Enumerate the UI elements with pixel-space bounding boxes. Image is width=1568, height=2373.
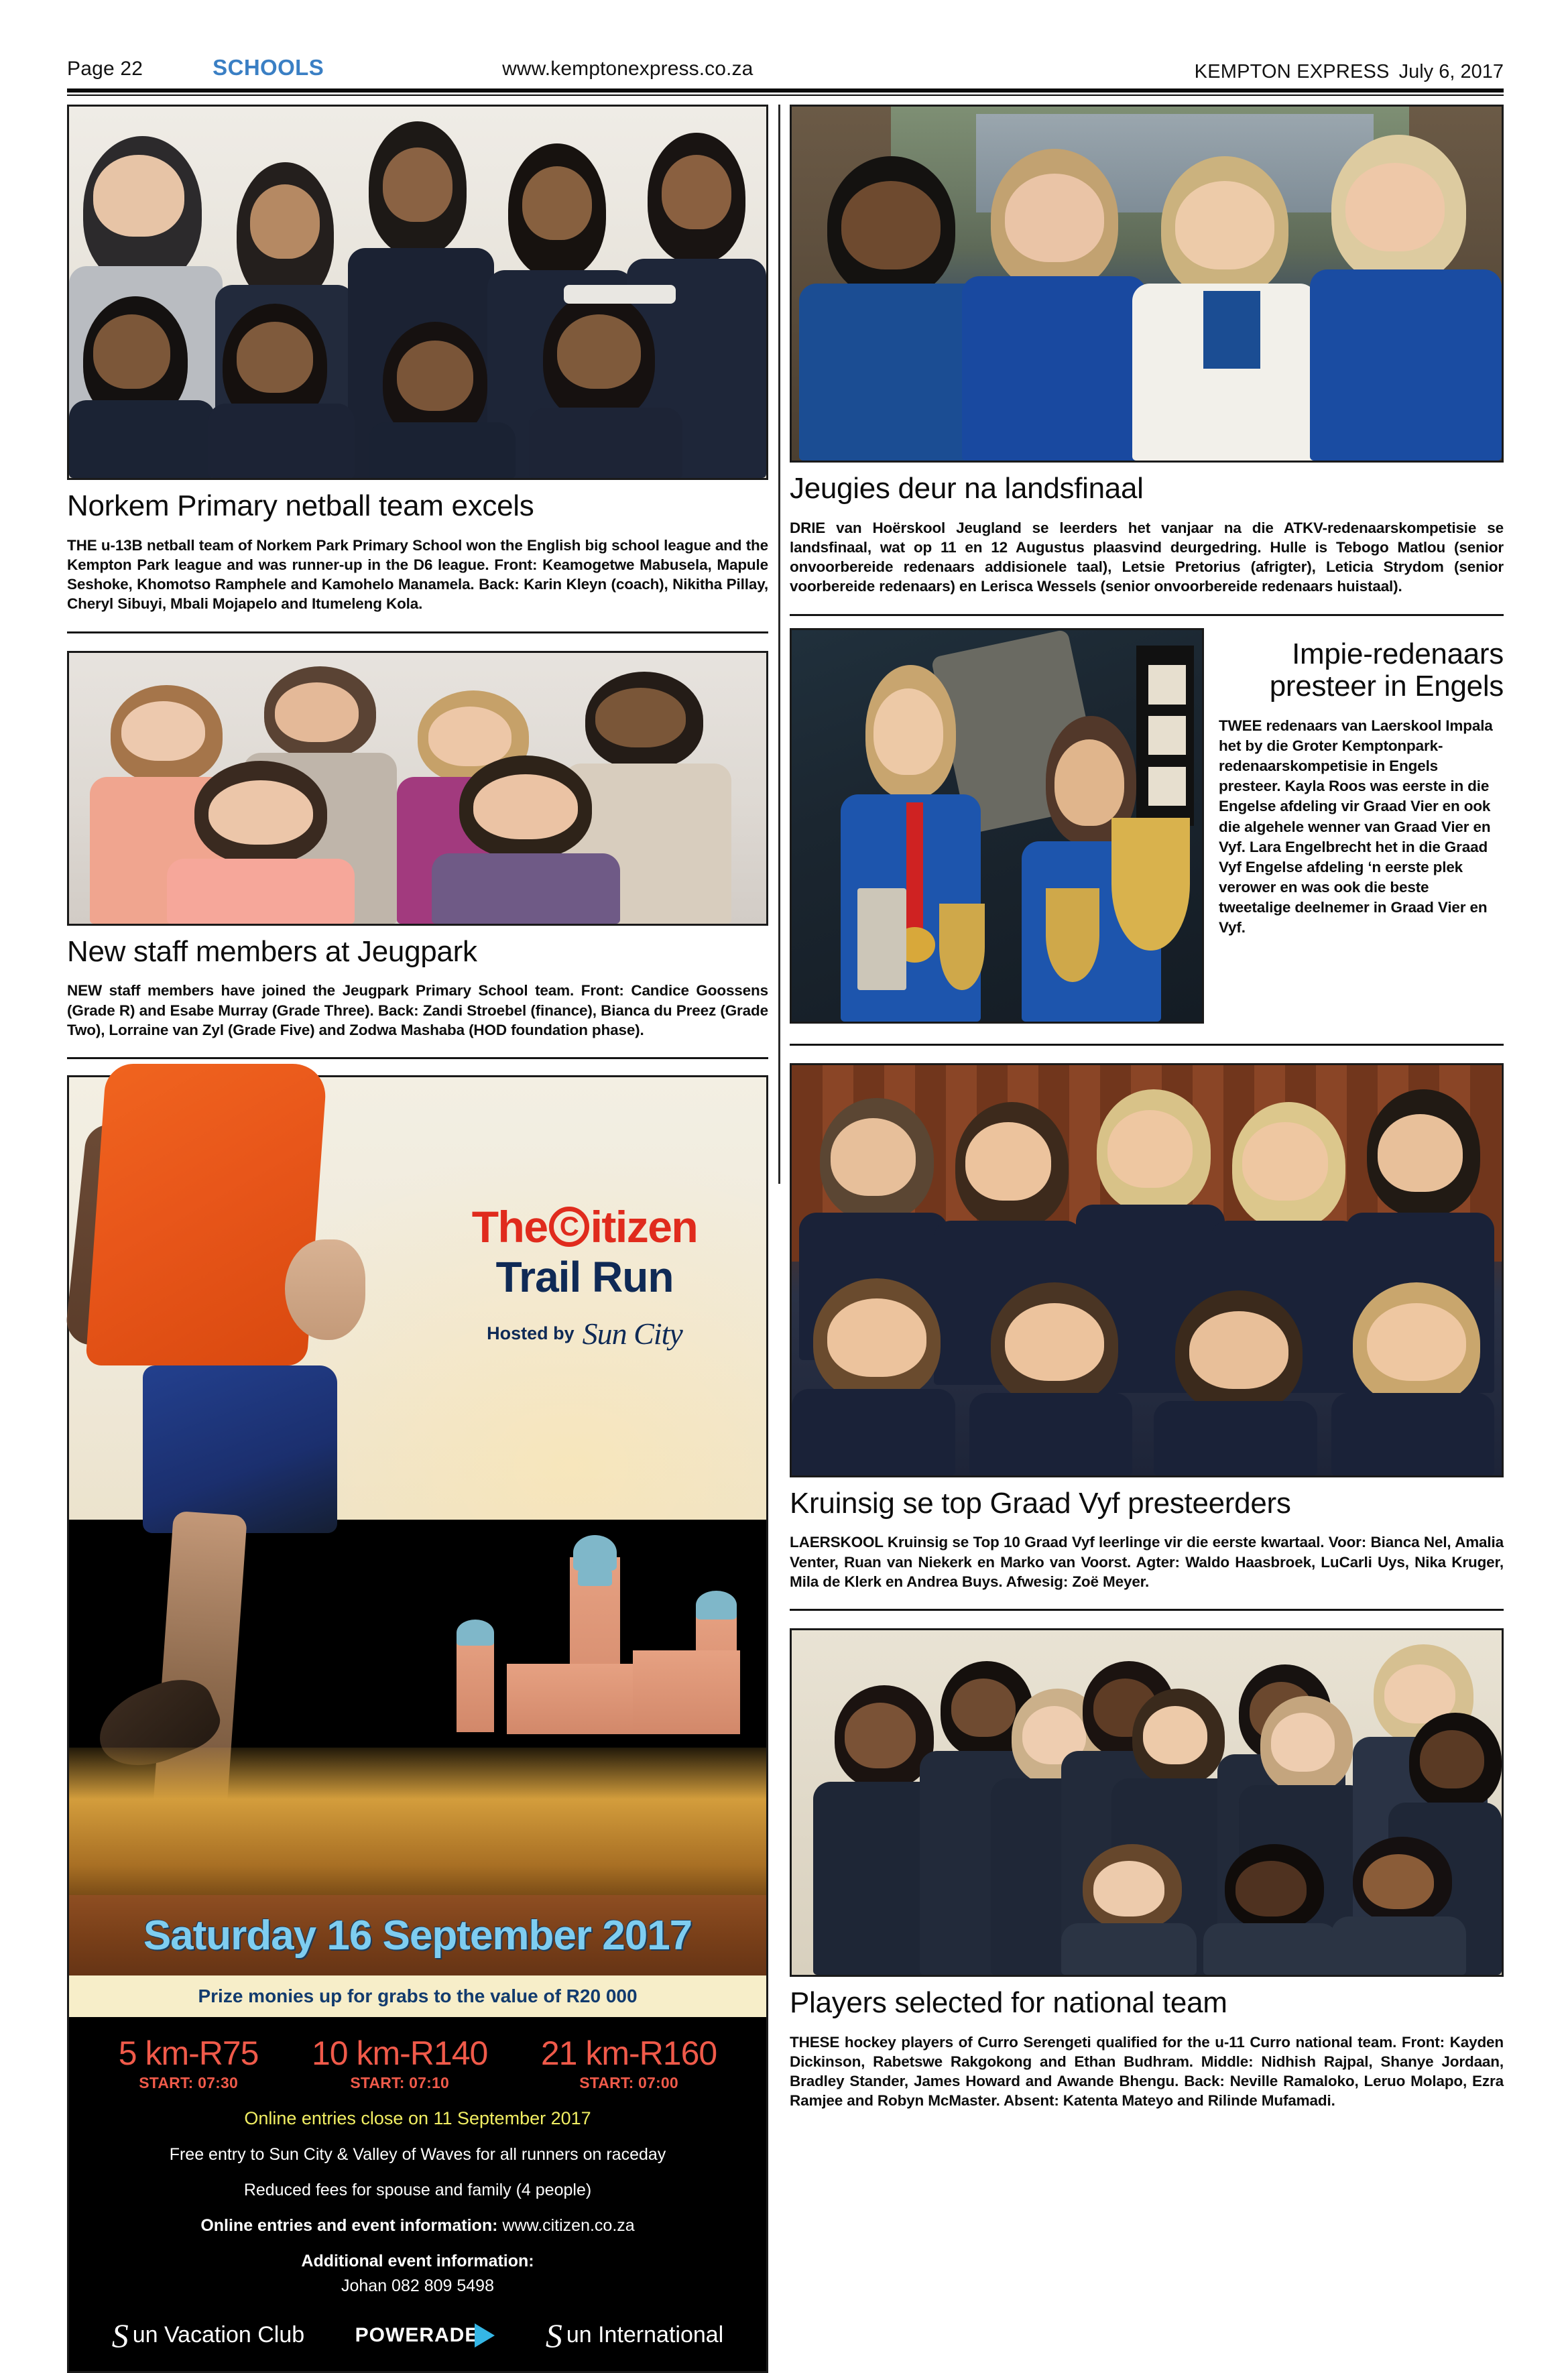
ad-logo-block	[427, 1202, 742, 1351]
masthead-rule-thin	[67, 95, 1504, 96]
ad-scenery	[69, 1520, 766, 1895]
article-jeugpark	[67, 651, 768, 1040]
sponsor-logos-row	[69, 2316, 766, 2356]
sun-swash-icon: S	[111, 2316, 129, 2354]
photo-jeugpark-staff	[67, 651, 768, 926]
article-hockey	[790, 1628, 1504, 2111]
photo-jeugland-speakers	[790, 105, 1504, 463]
start-time-5km: START: 07:30	[139, 2073, 238, 2091]
photo-impala-speakers	[790, 628, 1204, 1024]
masthead-rule-thick	[67, 88, 1504, 93]
start-time-21km: START: 07:00	[579, 2073, 678, 2091]
publication-name: KEMPTON EXPRESS	[1194, 61, 1390, 82]
citizen-website-link[interactable]: www.citizen.co.za	[502, 2215, 635, 2235]
ad-hero	[69, 1077, 766, 1520]
distance-option-5km[interactable]	[119, 2036, 259, 2092]
additional-info-label: Additional event information:	[301, 2251, 534, 2270]
body-impala: TWEE redenaars van Laerskool Impala het by die Groter Kemptonpark-redenaarskompetisie in Engels presteer. Kayla Roos was eerste in die Engelse afdeling vir Graad Vier en ook die algehele wenner van Graad Vier en Vyf. Lara Engelbrecht het in die Graad Vyf Engelse afdeling ‘n eerste plek verower en was ook die beste tweetalige deelnemer in Graad Vier en Vyf.	[1219, 717, 1493, 936]
article-kruinsig	[790, 1063, 1504, 1591]
free-entry-text: Free entry to Sun City & Valley of Waves for all runners on raceday	[169, 2144, 666, 2164]
entries-close-text: Online entries close on 11 September 2017	[244, 2108, 591, 2128]
reduced-fees-text: Reduced fees for spouse and family (4 people)	[243, 2180, 592, 2199]
article-separator-5	[790, 1609, 1504, 1611]
citizen-itizen: itizen	[590, 1202, 698, 1252]
online-entries-label: Online entries and event information:	[200, 2215, 498, 2235]
powerade-arrow-icon	[475, 2323, 495, 2348]
distance-label-5km: 5 km-R75	[118, 2034, 259, 2072]
photo-netball-team	[67, 105, 768, 480]
article-separator-1	[67, 631, 768, 633]
article-separator-2	[67, 1057, 768, 1059]
article-impala	[790, 628, 1504, 1024]
powerade-text: POWERADE	[355, 2323, 479, 2346]
headline-jeugpark: New staff members at Jeugpark	[67, 934, 477, 968]
sun-city-logo: Sun City	[582, 1317, 682, 1351]
page-number: Page 22	[67, 58, 143, 80]
impala-photo-wrap	[790, 628, 1204, 1024]
sun-international-text: un International	[566, 2322, 724, 2348]
masthead	[67, 55, 1504, 83]
article-jeugland	[790, 105, 1504, 597]
sun-vacation-club-logo	[111, 2316, 305, 2354]
runner-shorts-shape	[143, 1365, 337, 1533]
article-separator-3	[790, 614, 1504, 616]
advertisement-citizen-trail-run[interactable]	[67, 1075, 768, 2373]
distance-price-row	[69, 2028, 766, 2092]
headline-netball: Norkem Primary netball team excels	[67, 489, 534, 522]
headline-impala-line2: presteer in Engels	[1269, 670, 1504, 703]
sun-swash-icon-2: S	[545, 2316, 562, 2354]
headline-kruinsig: Kruinsig se top Graad Vyf presteerders	[790, 1486, 1291, 1520]
photo-hockey-team	[790, 1628, 1504, 1977]
publication-date: July 6, 2017	[1398, 61, 1504, 82]
sun-city-castle-illustration	[431, 1540, 746, 1761]
event-date: Saturday 16 September 2017	[143, 1912, 692, 1959]
grass-foreground	[69, 1748, 766, 1895]
ad-date-banner	[69, 1895, 766, 1975]
left-column	[67, 105, 768, 2373]
prize-text: Prize monies up for grabs to the value of R20 000	[198, 1986, 638, 2006]
sun-international-logo	[545, 2316, 724, 2354]
photo-kruinsig-learners	[790, 1063, 1504, 1477]
runner-hand-shape	[285, 1239, 365, 1340]
additional-info-contact: Johan 082 809 5498	[341, 2276, 494, 2295]
sun-vacation-club-text: un Vacation Club	[132, 2322, 305, 2348]
start-time-10km: START: 07:10	[350, 2073, 450, 2091]
body-netball: THE u-13B netball team of Norkem Park Primary School won the English big school league and the Kempton Park league and was runner-up in the D6 league. Front: Keamogetwe Mabusela, Mapule Seshoke, Khomotso Ramphele and Kamohelo Manamela. Back: Karin Kleyn (coach), Nikitha Pillay, Cheryl Sibuyi, Mbali Mojapelo and Itumeleng Kola.	[67, 536, 768, 613]
headline-jeugland: Jeugies deur na landsfinaal	[790, 472, 1144, 505]
article-netball	[67, 105, 768, 614]
citizen-the: The	[471, 1202, 548, 1252]
headline-impala-line1: Impie-redenaars	[1292, 637, 1504, 670]
distance-label-21km: 21 km-R160	[540, 2034, 717, 2072]
distance-option-21km[interactable]	[541, 2036, 717, 2092]
website-url[interactable]: www.kemptonexpress.co.za	[502, 58, 753, 80]
section-title: SCHOOLS	[213, 55, 324, 80]
body-kruinsig: LAERSKOOL Kruinsig se Top 10 Graad Vyf leerlinge vir die eerste kwartaal. Voor: Bianca Nel, Amalia Venter, Ruan van Niekerk en Marko van Voorst. Agter: Waldo Haasbroek, LuCarli Uys, Nika Kruger, Mila de Klerk en Andrea Buys. Afwesig: Zoë Meyer.	[790, 1534, 1504, 1590]
hosted-by-block	[427, 1316, 742, 1351]
right-column	[790, 105, 1504, 2111]
body-hockey: THESE hockey players of Curro Serengeti qualified for the u-11 Curro national team. Front: Kayden Dickinson, Rabetswe Rakgokong and Ethan Budhram. Middle: Nidhish Rajpal, Shanye Jordaan, Bradley Stander, James Howard and Awande Bhengu. Back: Neville Ramaloko, Leruo Molapo, Ezra Ramjee and Robyn McMaster. Absent: Katenta Mateyo and Rilinde Mufamadi.	[790, 2033, 1504, 2110]
powerade-logo	[355, 2323, 495, 2348]
hosted-by-label: Hosted by	[487, 1323, 575, 1343]
trail-run-title: Trail Run	[495, 1253, 674, 1301]
citizen-logo	[427, 1202, 742, 1252]
publication-info	[1195, 61, 1504, 83]
impala-text-wrap	[1219, 628, 1504, 1024]
column-divider	[778, 105, 780, 1184]
body-jeugpark: NEW staff members have joined the Jeugpark Primary School team. Front: Candice Goossens (Grade R) and Esabe Murray (Grade Three). Back: Zandi Stroebel (finance), Bianca du Preez (Grade Two), Lorraine van Zyl (Grade Five) and Zodwa Mashaba (HOD foundation phase).	[67, 982, 768, 1038]
headline-hockey: Players selected for national team	[790, 1986, 1227, 2019]
body-jeugland: DRIE van Hoërskool Jeugland se leerders het vanjaar na die ATKV-redenaarskompetisie se landsfinaal, wat op 11 en 12 Augustus plaasvind deurgedring. Hulle is Tebogo Matlou (senior onvoorbereide redenaars addisionele taal), Letsie Pretorius (afrigter), Leticia Strydom (senior voorbereide redenaars) en Lerisca Wessels (senior onvoorbereide redenaars huistaal).	[790, 519, 1504, 595]
ad-prize-banner	[69, 1975, 766, 2017]
ad-details-block	[69, 2017, 766, 2371]
article-separator-4	[790, 1044, 1504, 1046]
distance-label-10km: 10 km-R140	[312, 2034, 488, 2072]
citizen-c-circle-icon: C	[549, 1207, 589, 1247]
runner-shirt-shape	[85, 1064, 327, 1365]
distance-option-10km[interactable]	[312, 2036, 487, 2092]
online-entries-line	[69, 2216, 766, 2236]
